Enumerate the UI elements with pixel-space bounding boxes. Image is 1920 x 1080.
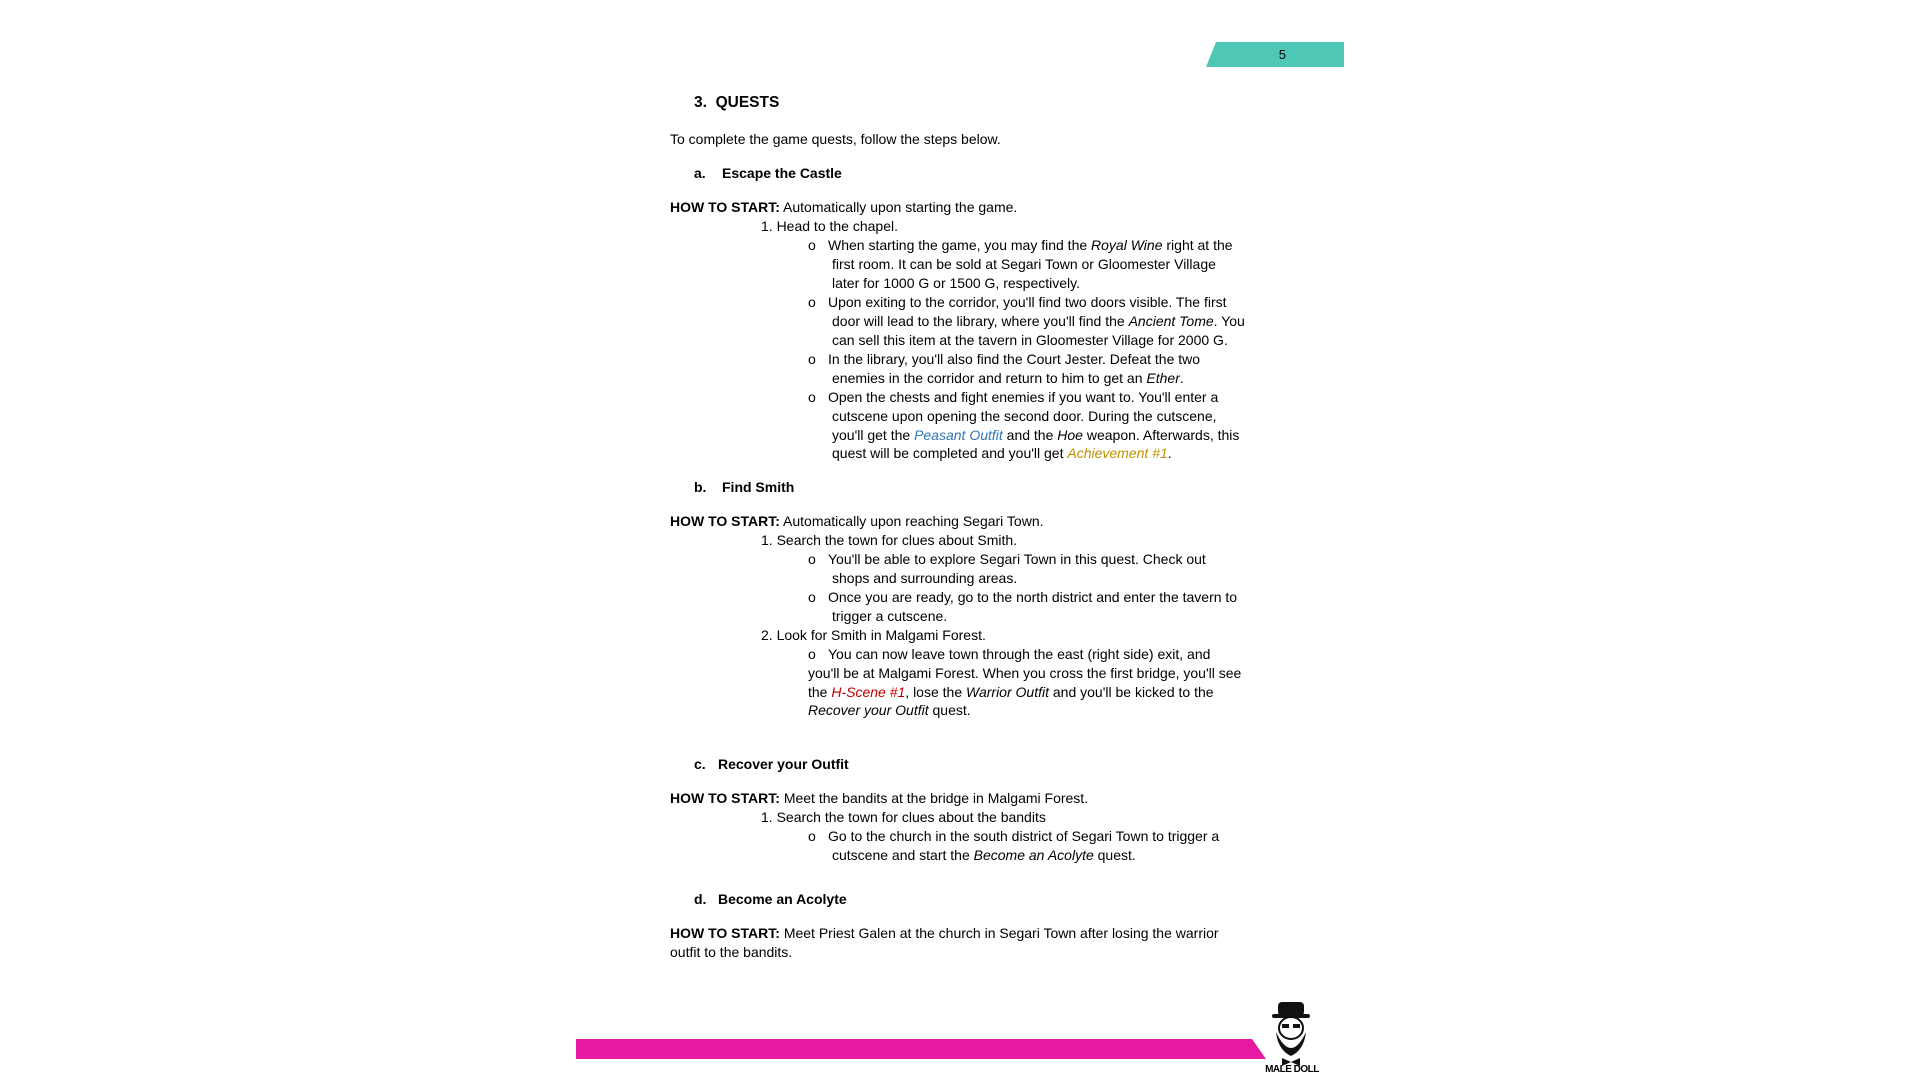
footer-bar: [576, 1039, 1266, 1059]
achievement-1-link[interactable]: Achievement #1: [1067, 445, 1168, 462]
quest-c-heading: c. Recover your Outfit: [694, 756, 849, 772]
intro-text: To complete the game quests, follow the steps below.: [670, 131, 1001, 147]
peasant-outfit-link[interactable]: Peasant Outfit: [914, 426, 1003, 443]
quest-c-how-to-start: HOW TO START: Meet the bandits at the bridge in Malgami Forest.: [670, 790, 1089, 806]
quest-a-heading: a. Escape the Castle: [694, 165, 842, 181]
quest-b-step-2: 2. Look for Smith in Malgami Forest.: [761, 627, 986, 643]
quest-c-step-1: 1. Search the town for clues about the bandits: [761, 809, 1046, 825]
quest-d-heading: d. Become an Acolyte: [694, 891, 847, 907]
section-heading: 3. QUESTS: [694, 94, 780, 111]
page-number: 5: [1278, 47, 1286, 62]
quest-d-how-to-start: HOW TO START: Meet Priest Galen at the church in Segari Town after losing the warrior outfit to the bandits.: [670, 925, 1219, 960]
page-number-badge: [1206, 42, 1344, 67]
quest-a-how-to-start: HOW TO START: Automatically upon starting the game.: [670, 199, 1018, 215]
quest-b-step-1: 1. Search the town for clues about Smith.: [761, 532, 1018, 548]
quest-b-how-to-start: HOW TO START: Automatically upon reaching Segari Town.: [670, 513, 1044, 529]
h-scene-1-link[interactable]: H-Scene #1: [831, 683, 906, 700]
quest-a-step-1: 1. Head to the chapel.: [761, 218, 898, 234]
logo-text: MALE DOLL: [1265, 1064, 1319, 1075]
quest-b-heading: b. Find Smith: [694, 479, 795, 495]
